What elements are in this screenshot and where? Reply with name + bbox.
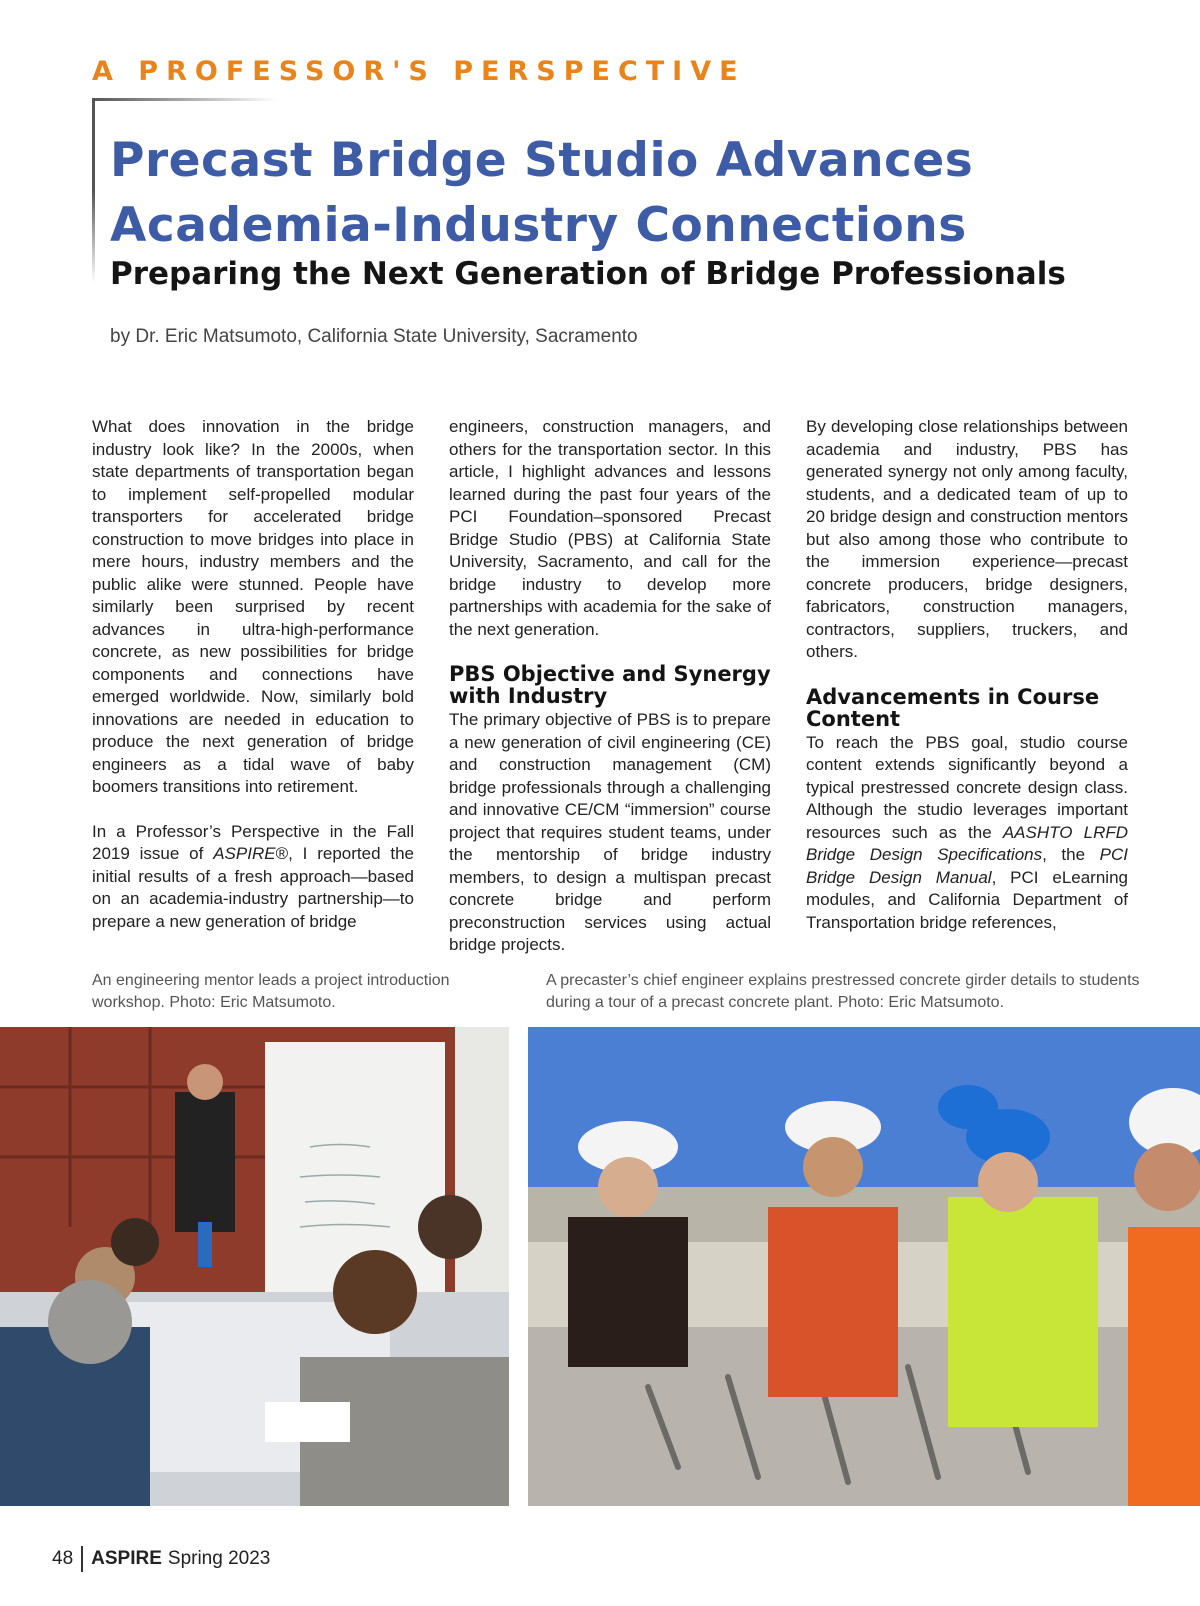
paragraph-prior-report-cont: engineers, construction managers, and others for the transportation sector. In this article, I highlight advances and lessons learned during the past four years of the PCI Foundation–sponsored Precast Bridge Studio (PBS) at California State University, Sacramento, and call for the bridge industry to develop more partnerships with academia for the sake of the next generation.	[449, 417, 771, 639]
text-column-1	[92, 416, 414, 955]
article-title-line-2: Academia-Industry Connections	[110, 198, 967, 253]
section-kicker: A PROFESSOR'S PERSPECTIVE	[92, 56, 746, 87]
paragraph-intro: What does innovation in the bridge industry look like? In the 2000s, when state departments of transportation began to implement self-propelled modular transporters for accelerated bridge construction to move bridges into place in mere hours, industry members and the public alike were stunned. People have similarly been surprised by recent advances in ultra-high-performance concrete, as new possibilities for bridge components and connections have emerged worldwide. Now, similarly bold innovations are needed in education to produce the next generation of bridge engineers as a tidal wave of baby boomers transitions into retirement.	[92, 417, 414, 796]
magazine-name: ASPIRE	[91, 1548, 162, 1569]
article-subtitle: Preparing the Next Generation of Bridge Professionals	[110, 256, 1066, 292]
paragraph-prior-report: In a Professor’s Perspective in the Fall 2019 issue of ASPIRE®, I reported the initial results of a fresh approach—based on an academia-industry partnership—to prepare a new generation of bridge	[92, 821, 414, 931]
page-footer	[52, 1546, 270, 1572]
title-bracket-horizontal	[92, 98, 277, 101]
paragraph-course-content: To reach the PBS goal, studio course content extends significantly beyond a typical prestressed concrete design class. Although the studio leverages important resources such as the AASHTO LRFD Bridge Design Specifications, the PCI Bridge Design Manual, PCI eLearning modules, and California Department of Transportation bridge references,	[806, 732, 1129, 932]
heading-course-content: Advancements in Course Content	[806, 684, 1100, 731]
text-column-2	[449, 416, 771, 979]
byline: by Dr. Eric Matsumoto, California State University, Sacramento	[110, 326, 638, 347]
text-column-3	[806, 416, 1128, 956]
page-number: 48	[52, 1548, 74, 1569]
photo-plant-tour	[528, 1027, 1200, 1506]
footer-divider	[81, 1546, 83, 1572]
issue-date: Spring 2023	[167, 1548, 271, 1569]
heading-objective: PBS Objective and Synergy with Industry	[449, 662, 771, 708]
paragraph-synergy: By developing close relationships between academia and industry, PBS has generated synergy not only among faculty, students, and a dedicated team of up to 20 bridge design and construction mentors but also among those who contribute to the immersion experience—precast concrete producers, bridge designers, fabricators, construction managers, contractors, suppliers, truckers, and others.	[806, 417, 1128, 661]
title-bracket-vertical	[92, 98, 95, 283]
paragraph-objective: The primary objective of PBS is to prepare a new generation of civil engineering (CE) and construction management (CM) bridge professionals through a challenging and innovative CE/CM “immersion” course project that requires student teams, under the mentorship of bridge industry members, to design a multispan precast concrete bridge and perform preconstruction services using actual bridge projects.	[449, 710, 771, 954]
article-title-line-1: Precast Bridge Studio Advances	[110, 133, 974, 188]
photo-workshop	[0, 1027, 509, 1506]
article-title	[110, 128, 973, 258]
photo-caption-plant-tour: A precaster’s chief engineer explains prestressed concrete girder details to students during a tour of a precast concrete plant. Photo: Eric Matsumoto.	[546, 972, 1140, 1011]
magazine-name-italic: ASPIRE	[213, 844, 276, 863]
photo-caption-workshop: An engineering mentor leads a project introduction workshop. Photo: Eric Matsumoto.	[92, 972, 450, 1011]
